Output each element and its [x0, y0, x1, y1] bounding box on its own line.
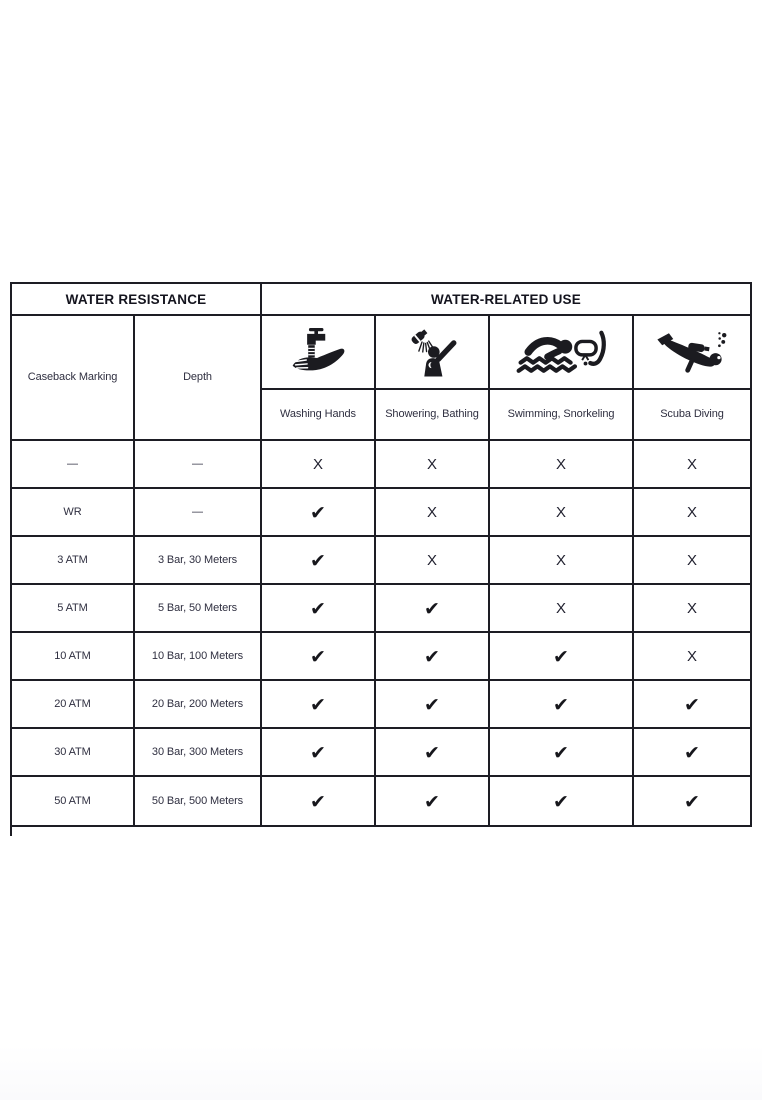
- showering-bathing-mark-cell: ✔: [376, 729, 490, 777]
- depth-cell: 20 Bar, 200 Meters: [135, 681, 262, 729]
- showering-bathing-mark-cell: ✔: [376, 633, 490, 681]
- caseback-marking-column-header: Caseback Marking: [12, 316, 135, 441]
- washing-hands-mark-cell: X: [262, 441, 376, 489]
- washing-hands-icon: [289, 327, 347, 377]
- swimming-snorkeling-icon: [502, 327, 620, 377]
- swimming-snorkeling-mark-cell: ✔: [490, 681, 634, 729]
- scuba-diving-mark-cell: X: [634, 441, 750, 489]
- marking-cell: 30 ATM: [12, 729, 135, 777]
- scuba-diving-icon: [649, 327, 735, 377]
- marking-cell: 50 ATM: [12, 777, 135, 825]
- swimming-snorkeling-label: Swimming, Snorkeling: [490, 390, 634, 441]
- washing-hands-mark-cell: ✔: [262, 777, 376, 825]
- depth-cell: —: [135, 489, 262, 537]
- marking-cell: 20 ATM: [12, 681, 135, 729]
- swimming-snorkeling-mark-cell: ✔: [490, 633, 634, 681]
- depth-cell: —: [135, 441, 262, 489]
- swimming-snorkeling-mark-cell: X: [490, 537, 634, 585]
- depth-cell: 30 Bar, 300 Meters: [135, 729, 262, 777]
- marking-cell: 3 ATM: [12, 537, 135, 585]
- swimming-snorkeling-mark-cell: X: [490, 489, 634, 537]
- swimming-snorkeling-icon-cell: [490, 316, 634, 390]
- depth-cell: 50 Bar, 500 Meters: [135, 777, 262, 825]
- showering-bathing-label: Showering, Bathing: [376, 390, 490, 441]
- scuba-diving-mark-cell: X: [634, 537, 750, 585]
- clipped-row-border-stub: [10, 827, 12, 836]
- washing-hands-label: Washing Hands: [262, 390, 376, 441]
- water-resistance-table: [10, 282, 752, 827]
- swimming-snorkeling-mark-cell: X: [490, 585, 634, 633]
- marking-cell: 5 ATM: [12, 585, 135, 633]
- washing-hands-mark-cell: ✔: [262, 681, 376, 729]
- showering-bathing-mark-cell: X: [376, 489, 490, 537]
- depth-column-header: Depth: [135, 316, 262, 441]
- scuba-diving-mark-cell: ✔: [684, 791, 700, 813]
- swimming-snorkeling-mark-cell: ✔: [490, 777, 634, 825]
- bottom-fade-band: [0, 1044, 762, 1100]
- scuba-diving-mark-cell: X: [634, 585, 750, 633]
- marking-cell: WR: [12, 489, 135, 537]
- showering-bathing-icon: [403, 327, 461, 377]
- washing-hands-mark-cell: ✔: [262, 537, 376, 585]
- scuba-diving-mark-cell: ✔: [634, 729, 750, 777]
- washing-hands-mark-cell: ✔: [262, 489, 376, 537]
- marking-cell: —: [12, 441, 135, 489]
- water-resistance-group-header: WATER RESISTANCE: [12, 284, 262, 316]
- swimming-snorkeling-mark-cell: X: [490, 441, 634, 489]
- depth-cell: 5 Bar, 50 Meters: [135, 585, 262, 633]
- scuba-diving-mark-cell: ✔: [634, 681, 750, 729]
- washing-hands-icon-cell: [262, 316, 376, 390]
- washing-hands-mark-cell: ✔: [262, 585, 376, 633]
- marking-cell: 10 ATM: [12, 633, 135, 681]
- showering-bathing-mark-cell: X: [376, 441, 490, 489]
- showering-bathing-mark-cell: ✔: [376, 585, 490, 633]
- water-related-use-group-header: WATER-RELATED USE: [262, 284, 750, 316]
- scuba-diving-mark-cell: X: [634, 633, 750, 681]
- scuba-diving-icon-cell: [634, 316, 750, 390]
- washing-hands-mark-cell: ✔: [262, 729, 376, 777]
- showering-bathing-mark-cell: ✔: [376, 777, 490, 825]
- scuba-diving-label: Scuba Diving: [634, 390, 750, 441]
- washing-hands-mark-cell: ✔: [262, 633, 376, 681]
- depth-cell: 3 Bar, 30 Meters: [135, 537, 262, 585]
- scuba-diving-mark-cell: X: [634, 489, 750, 537]
- depth-cell: 10 Bar, 100 Meters: [135, 633, 262, 681]
- showering-bathing-mark-cell: X: [376, 537, 490, 585]
- swimming-snorkeling-mark-cell: ✔: [490, 729, 634, 777]
- showering-bathing-mark-cell: ✔: [376, 681, 490, 729]
- showering-bathing-icon-cell: [376, 316, 490, 390]
